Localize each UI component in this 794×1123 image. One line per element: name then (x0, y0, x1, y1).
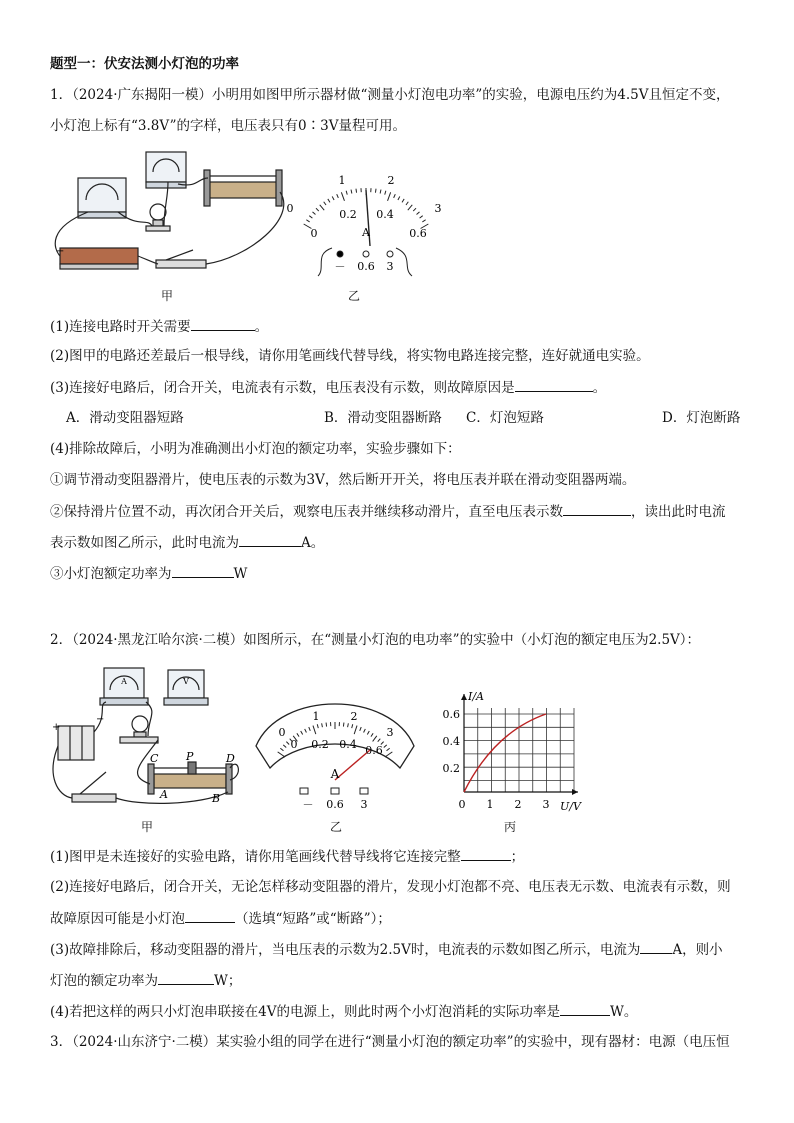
q1-ammeter-dial (284, 168, 446, 278)
q2-sub2-blank[interactable] (185, 910, 235, 923)
meter-tick (351, 190, 352, 194)
q2-meter-top-tick-3: 3 (386, 726, 394, 739)
q1-terminal-neg: － (334, 260, 346, 273)
meter-tick (402, 199, 404, 202)
meter-tick (394, 194, 396, 198)
meter-tick (406, 202, 408, 205)
meter-tick (326, 723, 327, 727)
q1-sub2: (2)图甲的电路还差最后一根导线，请你用笔画线代替导线，将实物电路连接完整，连好就通电实验。 (50, 348, 650, 364)
q1-meter-bottom-tick-3: 0.6 (409, 227, 427, 240)
q2-figure-jia-caption: 甲 (141, 820, 154, 834)
q2-meter-top-tick-0: 0 (278, 726, 286, 739)
q1-figure-jia-caption: 甲 (161, 289, 174, 303)
q1-option-c[interactable]: C．灯泡短路 (466, 410, 544, 426)
q1-meter-top-tick-2: 2 (387, 174, 395, 187)
q2-sub4-blank[interactable] (560, 1003, 610, 1016)
svg-text:+: + (52, 722, 61, 733)
q1-step2-cont: 表示数如图乙所示，此时电流为 A。 (50, 535, 325, 551)
meter-tick (422, 220, 425, 222)
svg-text:−: − (56, 246, 65, 257)
q1-sub3: (3)连接好电路后，闭合开关，电流表有示数，电压表没有示数，则故障原因是 。 (50, 380, 607, 396)
q1-sub4: (4)排除故障后，小明为准确测出小灯泡的额定功率，实验步骤如下： (50, 441, 461, 457)
meter-tick (346, 191, 347, 195)
q1-option-b[interactable]: B．滑动变阻器断路 (324, 410, 442, 426)
q1-terminal-3: 3 (386, 260, 394, 273)
q2-figure-yi-caption: 乙 (330, 820, 343, 834)
q1-stem-line2: 小灯泡上标有“3.8V”的字样，电压表只有0∶3V量程可用。 (50, 118, 406, 134)
meter-tick (324, 202, 326, 205)
q2-meter-top-tick-1: 1 (312, 710, 320, 723)
q1-step2-blank1[interactable] (563, 503, 631, 516)
q2-meter-bottom-tick-2: 0.4 (339, 738, 357, 751)
meter-tick (343, 723, 344, 727)
q2-ammeter-label: A (121, 677, 127, 686)
q1-circuit-figure (48, 148, 298, 276)
q1-sub1: (1)连接电路时开关需要 。 (50, 319, 269, 335)
graph-x-tick-3: 3 (542, 798, 550, 811)
meter-tick (356, 189, 357, 193)
q1-option-a[interactable]: A．滑动变阻器短路 (66, 410, 184, 426)
section-title: 题型一：伏安法测小灯泡的功率 (50, 56, 239, 72)
graph-y-tick-02: 0.2 (442, 762, 460, 775)
q1-meter-top-tick-1: 1 (338, 174, 346, 187)
q2-sub3-blank1[interactable] (640, 941, 672, 954)
q1-step2-blank2[interactable] (239, 534, 301, 547)
meter-tick (388, 192, 391, 200)
q2-sub2: (2)连接好电路后，闭合开关，无论怎样移动变阻器的滑片，发现小灯泡都不亮、电压表无示数、电流表有示数，则 (50, 879, 731, 895)
q1-meter-bottom-tick-2: 0.4 (376, 208, 394, 221)
q2-ammeter-dial (250, 688, 420, 816)
meter-tick (417, 212, 420, 215)
meter-tick (398, 196, 400, 200)
meter-tick (306, 220, 309, 222)
q2-label-p: P (186, 750, 194, 763)
q2-label-d: D (226, 752, 235, 765)
q3-stem: 3．（2024·山东济宁·二模）某实验小组的同学在进行“测量小灯泡的额定功率”的实验中，现有器材：电源（电压恒 (50, 1034, 730, 1050)
q1-meter-unit: A (362, 226, 370, 239)
q2-sub4: (4)若把这样的两只小灯泡串联接在4V的电源上，则此时两个小灯泡消耗的实际功率是 W。 (50, 1004, 638, 1020)
q1-step3: ③小灯泡额定功率为 W (50, 566, 248, 582)
q1-step2: ②保持滑片位置不动，再次闭合开关后，观察电压表并继续移动滑片，直至电压表示数 ，读出此时电流 (50, 504, 726, 520)
q2-circuit-figure (48, 656, 244, 814)
q2-voltmeter-label: V (183, 677, 189, 686)
q1-sub1-blank[interactable] (191, 318, 255, 331)
meter-tick (420, 216, 423, 218)
meter-tick (316, 208, 319, 211)
q1-step1: ①调节滑动变阻器滑片，使电压表的示数为3V，然后断开开关，将电压表并联在滑动变阻器两端。 (50, 472, 636, 488)
q2-meter-bottom-tick-1: 0.2 (311, 738, 329, 751)
meter-tick (413, 208, 416, 211)
graph-x-tick-1: 1 (486, 798, 494, 811)
meter-tick (380, 190, 381, 194)
q2-meter-bottom-tick-0: 0 (290, 738, 298, 751)
q2-sub1-blank[interactable] (461, 848, 511, 861)
q2-iu-graph (436, 688, 586, 818)
graph-y-tick-04: 0.4 (442, 735, 460, 748)
q2-terminal-neg: － (302, 798, 314, 811)
q1-meter-bottom-tick-1: 0.2 (339, 208, 357, 221)
meter-tick (320, 205, 324, 210)
svg-text:−: − (96, 714, 105, 725)
q2-sub3-blank2[interactable] (158, 972, 214, 985)
q2-meter-top-tick-2: 2 (350, 710, 358, 723)
meter-tick (328, 199, 330, 202)
q1-option-d[interactable]: D．灯泡断路 (662, 410, 741, 426)
q2-sub3: (3)故障排除后，移动变阻器的滑片，当电压表的示数为2.5V时，电流表的示数如图乙所示，电流为 A，则小 (50, 942, 723, 958)
q2-label-b: B (212, 792, 221, 805)
meter-tick (337, 194, 339, 198)
meter-tick (312, 212, 315, 215)
q2-label-c: C (150, 752, 159, 765)
graph-y-tick-06: 0.6 (442, 708, 460, 721)
q1-terminal-06: 0.6 (357, 260, 375, 273)
meter-tick (385, 191, 386, 195)
q2-sub1: (1)图甲是未连接好的实验电路，请你用笔画线代替导线将它连接完整 ； (50, 849, 525, 865)
graph-x-tick-2: 2 (514, 798, 522, 811)
meter-tick (341, 192, 344, 200)
q1-figure-yi-caption: 乙 (348, 289, 361, 303)
q1-sub3-blank[interactable] (515, 379, 593, 392)
q2-meter-unit: A (330, 767, 340, 781)
graph-x-tick-0: 0 (458, 798, 466, 811)
q2-label-a: A (160, 788, 168, 801)
q1-meter-bottom-tick-0: 0 (310, 227, 318, 240)
q2-figure-bing-caption: 丙 (504, 820, 517, 834)
meter-tick (408, 205, 412, 210)
meter-tick (375, 189, 376, 193)
q2-sub3-cont: 灯泡的额定功率为 W； (50, 973, 242, 989)
q2-sub2-cont: 故障原因可能是小灯泡 （选填“短路”或“断路”）； (50, 911, 391, 927)
q1-meter-top-tick-3: 3 (434, 202, 442, 215)
meter-tick (332, 196, 334, 200)
graph-x-label: U/V (560, 800, 581, 813)
meter-tick (309, 216, 312, 218)
q2-terminal-06: 0.6 (326, 798, 344, 811)
q2-terminal-3: 3 (360, 798, 368, 811)
q1-step3-blank[interactable] (172, 565, 234, 578)
graph-y-label: I/A (468, 690, 484, 703)
q1-meter-top-tick-0: 0 (286, 202, 294, 215)
q2-meter-bottom-tick-3: 0.6 (365, 744, 383, 757)
q1-stem-line1: 1．（2024·广东揭阳一模）小明用如图甲所示器材做“测量小灯泡电功率”的实验，电源电压约为4.5V且恒定不变， (50, 87, 730, 103)
q2-stem: 2．（2024·黑龙江哈尔滨·二模）如图所示，在“测量小灯泡的电功率”的实验中（小灯泡的额定电压为2.5V）： (50, 632, 701, 648)
